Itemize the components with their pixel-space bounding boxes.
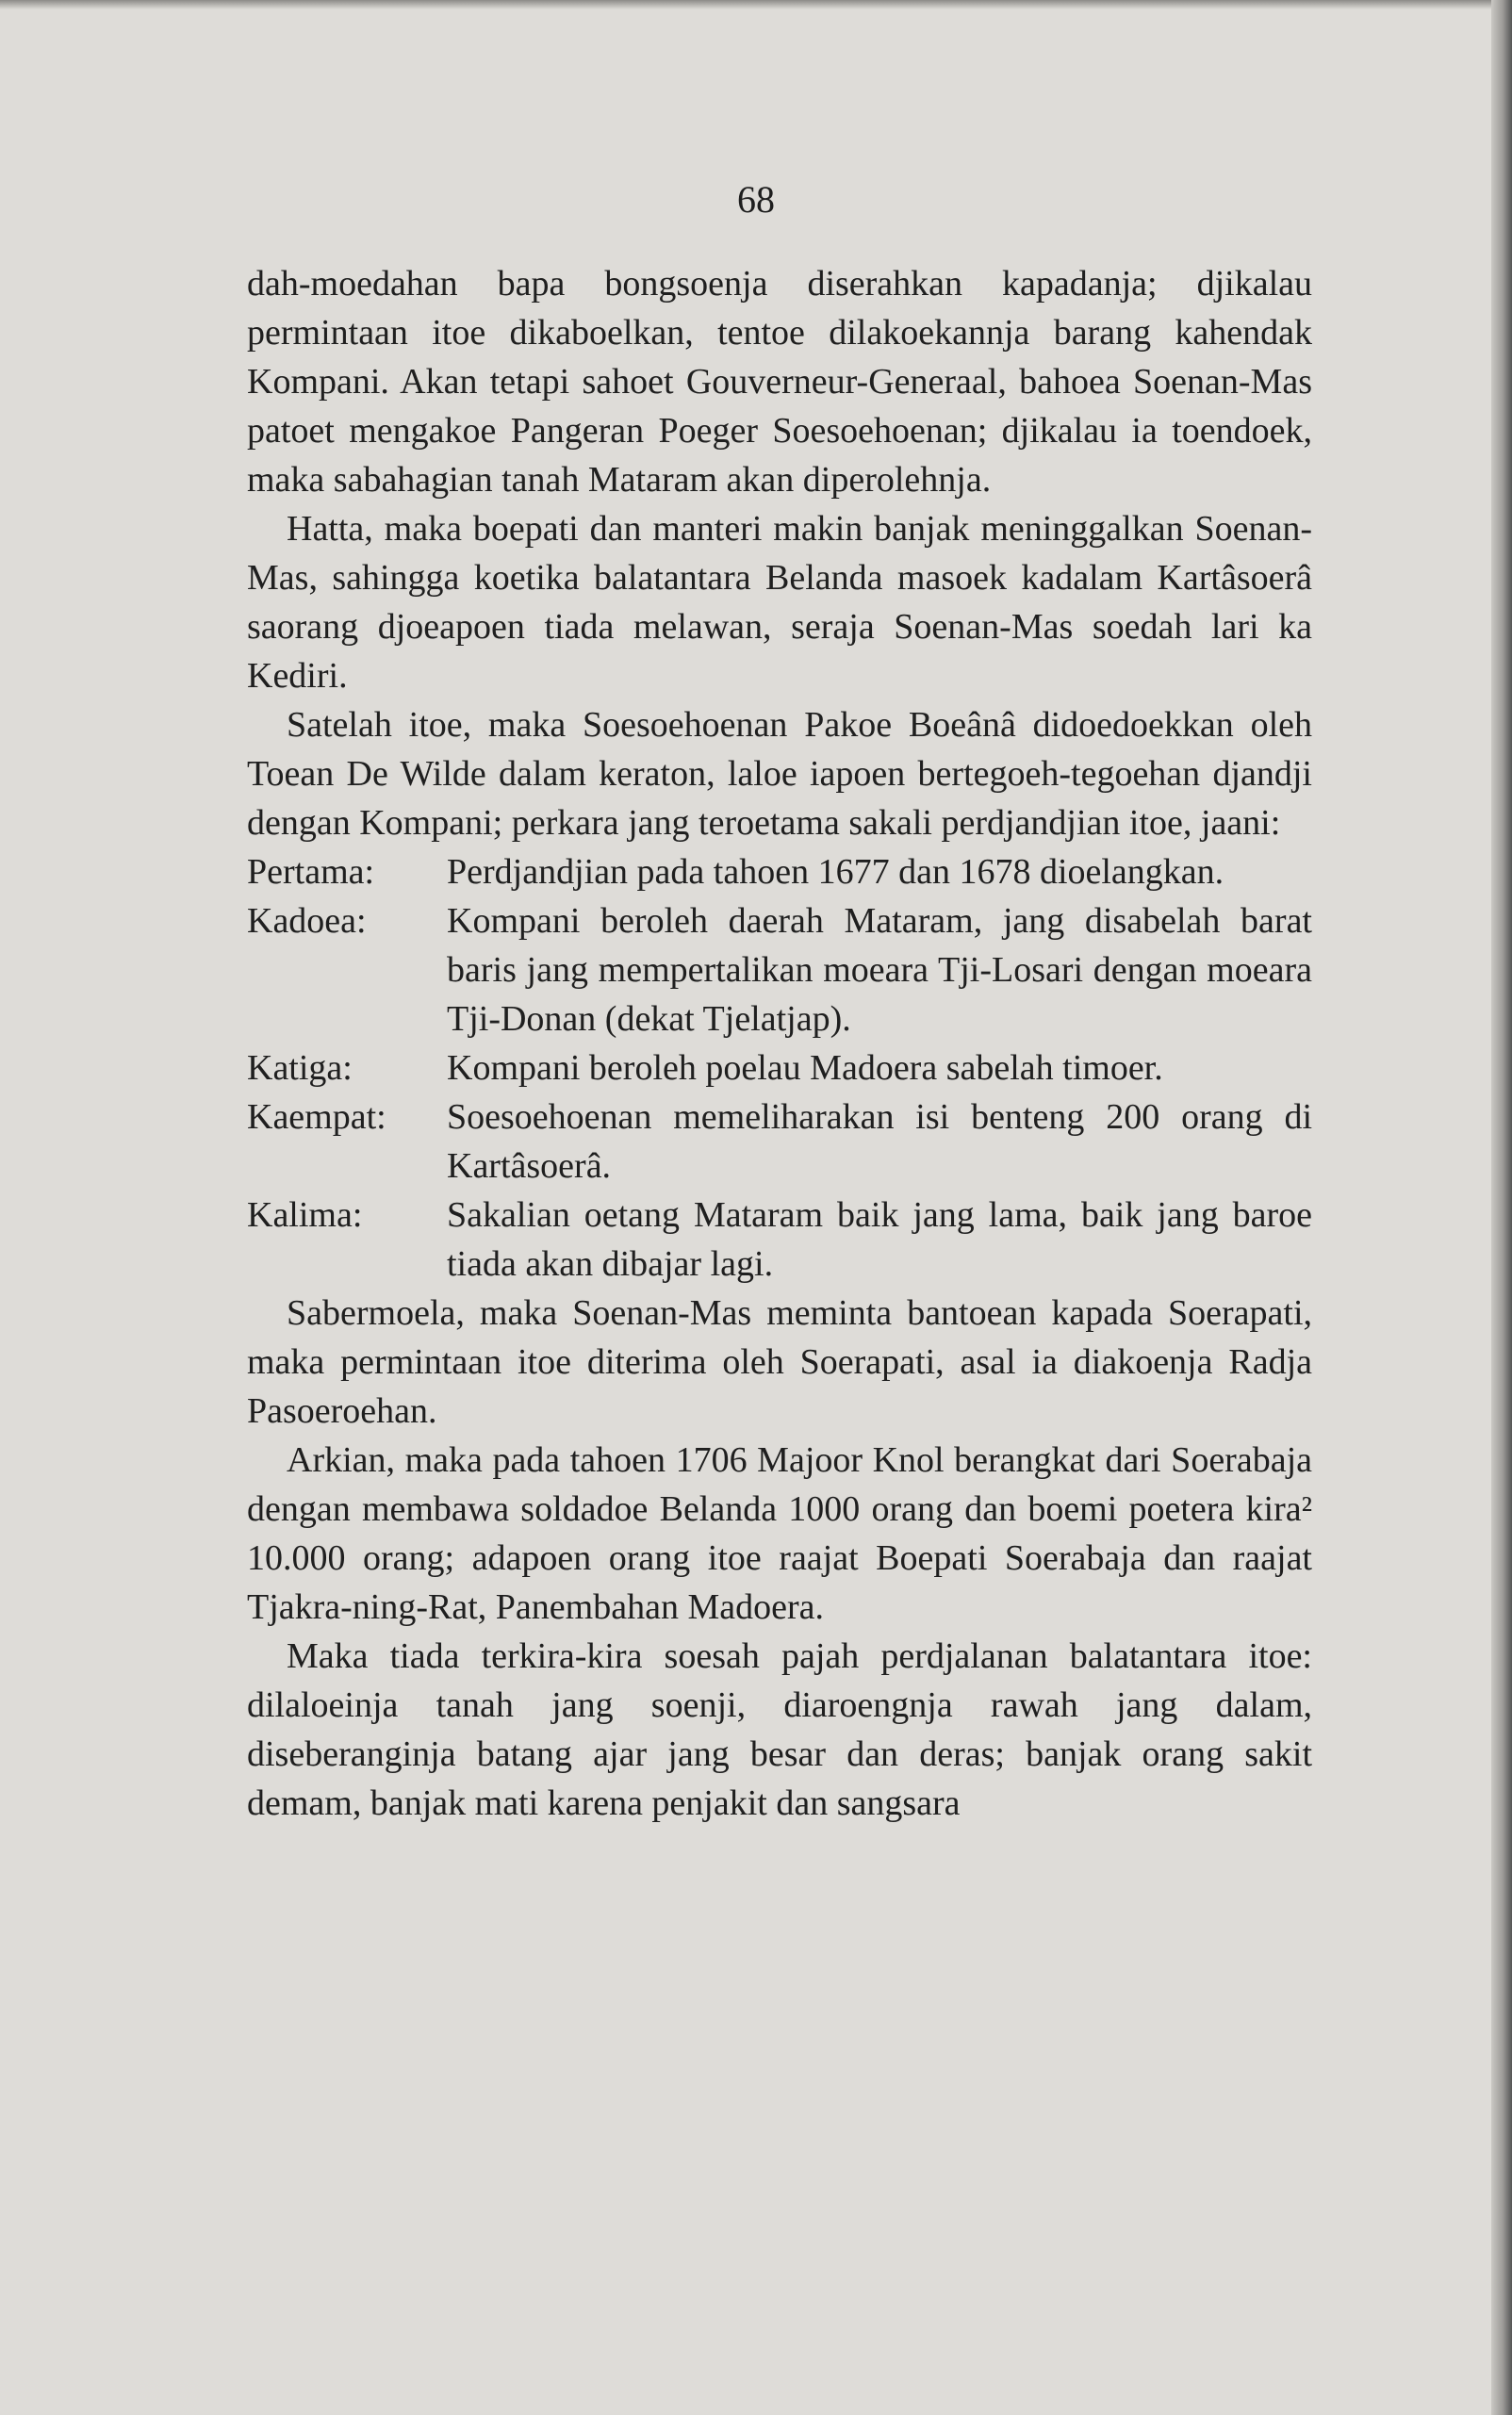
list-item-label: Kaempat: (247, 1097, 386, 1137)
list-item (247, 896, 1312, 1043)
paragraph-6: Maka tiada terkira-kira soesah pajah perdjalanan balatantara itoe: dilaloeinja tanah jang soenji, diaroengnja rawah jang dalam, diseberanginja batang ajar jang besar dan deras; banjak orang sakit demam, banjak mati karena penjakit dan sangsara (247, 1636, 1312, 1823)
list-item (247, 1092, 1312, 1191)
paragraph-3: Satelah itoe, maka Soesoehoenan Pakoe Boeânâ didoedoekkan oleh Toean De Wilde dalam keraton, laloe iapoen bertegoeh-tegoehan djandji dengan Kompani; perkara jang teroetama sakali perdjandjian itoe, jaani: (247, 705, 1312, 843)
list-item-text: Soesoehoenan memeliharakan isi benteng 200 orang di Kartâsoerâ. (447, 1097, 1312, 1186)
list-item-label: Pertama: (247, 852, 375, 892)
list-item-label: Katiga: (247, 1048, 353, 1088)
list-item-label: Kadoea: (247, 901, 367, 941)
list-item-label: Kalima: (247, 1195, 363, 1235)
paragraph-5: Arkian, maka pada tahoen 1706 Majoor Knol berangkat dari Soerabaja dengan membawa soldadoe Belanda 1000 orang dan boemi poetera kira² 10.000 orang; adapoen orang itoe raajat Boepati Soerabaja dan raajat Tjakra-ning-Rat, Panembahan Madoera. (247, 1440, 1312, 1627)
page-number: 68 (737, 178, 775, 221)
paragraph-2: Hatta, maka boepati dan manteri makin banjak meninggalkan Soenan-Mas, sahingga koetika balatantara Belanda masoek kadalam Kartâsoerâ saorang djoeapoen tiada melawan, seraja Soenan-Mas soedah lari ka Kediri. (247, 509, 1312, 696)
body-text (247, 259, 1312, 1828)
paragraph-4: Sabermoela, maka Soenan-Mas meminta bantoean kapada Soerapati, maka permintaan itoe diterima oleh Soerapati, asal ia diakoenja Radja Pasoeroehan. (247, 1293, 1312, 1431)
list-item-text: Kompani beroleh poelau Madoera sabelah timoer. (447, 1048, 1163, 1088)
list-item-text: Sakalian oetang Mataram baik jang lama, baik jang baroe tiada akan dibajar lagi. (447, 1195, 1312, 1284)
page-binding-edge (1491, 0, 1512, 2415)
list-item (247, 847, 1312, 896)
paragraph-1: dah-moedahan bapa bongsoenja diserahkan kapadanja; djikalau permintaan itoe dikaboelkan, tentoe dilakoekannja barang kahendak Kompani. Akan tetapi sahoet Gouverneur-Generaal, bahoea Soenan-Mas patoet mengakoe Pangeran Poeger Soesoehoenan; djikalau ia toendoek, maka sabahagian tanah Mataram akan diperolehnja. (247, 264, 1312, 500)
page-top-shadow (0, 0, 1512, 9)
list-item-text: Kompani beroleh daerah Mataram, jang disabelah barat baris jang mempertalikan moeara Tji-Losari dengan moeara Tji-Donan (dekat Tjelatjap). (447, 901, 1312, 1039)
list-item-text: Perdjandjian pada tahoen 1677 dan 1678 dioelangkan. (447, 852, 1224, 892)
list-item (247, 1043, 1312, 1092)
list-item (247, 1191, 1312, 1289)
